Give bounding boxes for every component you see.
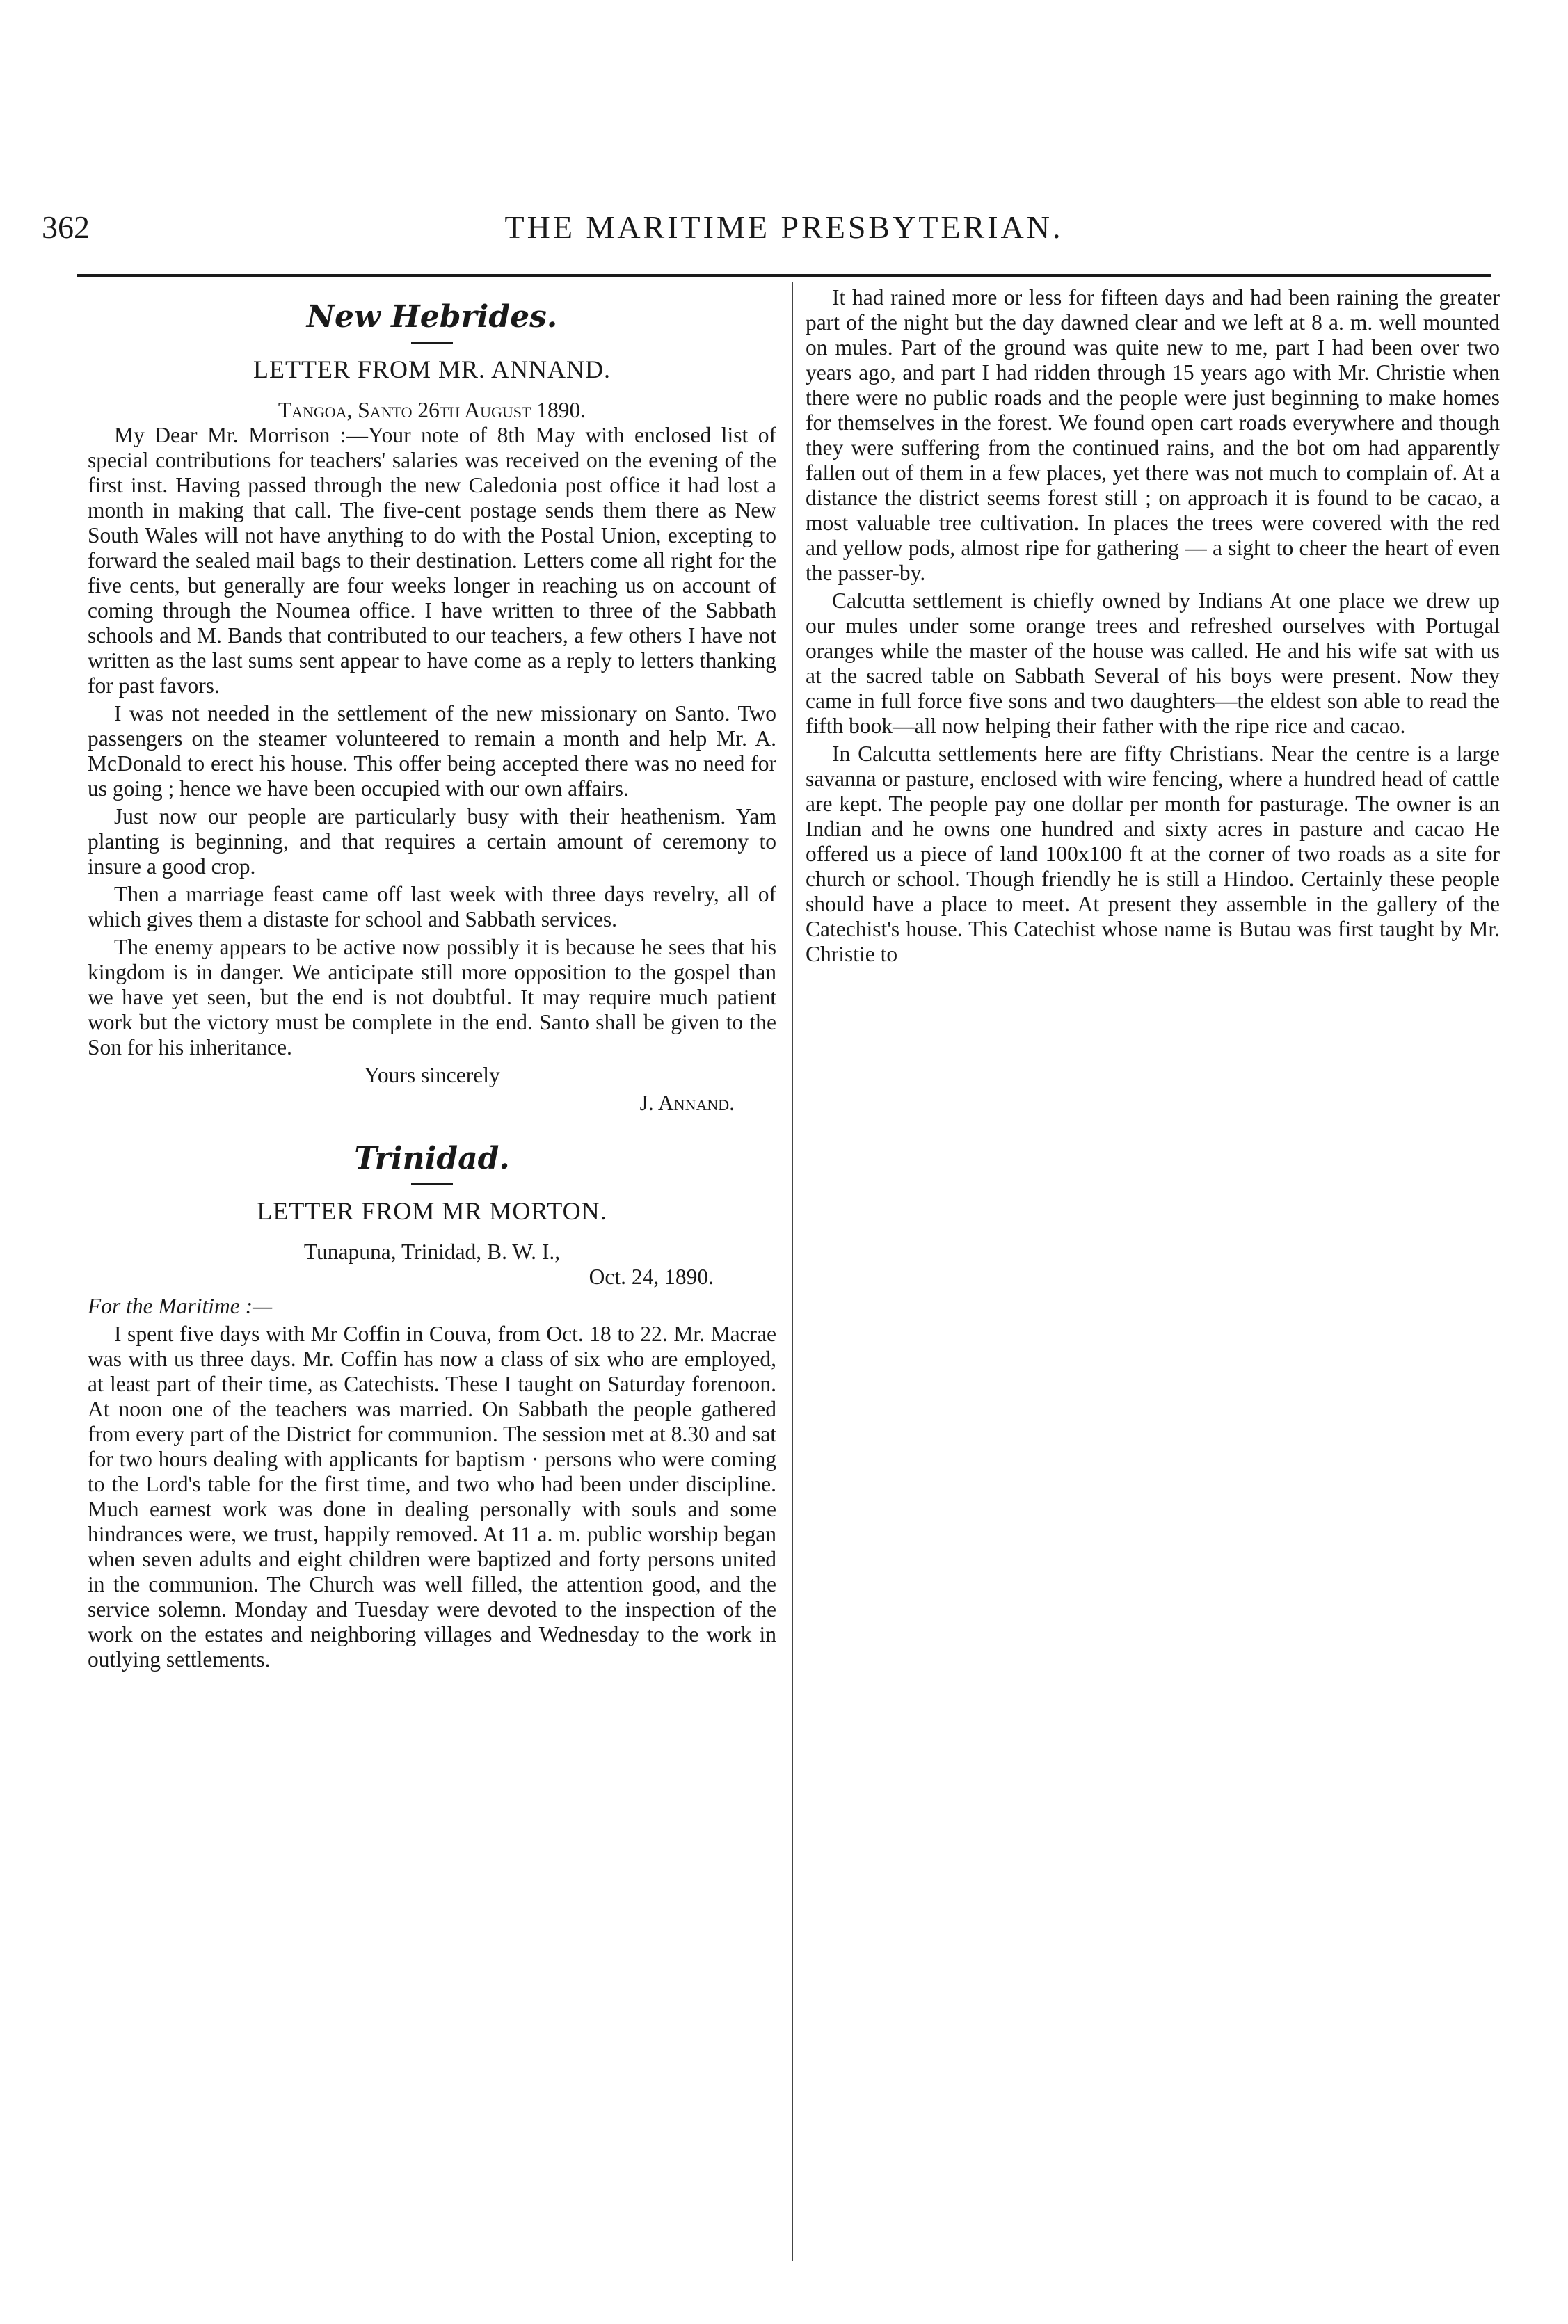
page-number: 362 <box>42 209 90 245</box>
dateline-annand: Tangoa, Santo 26th August 1890. <box>278 398 586 422</box>
running-head <box>42 209 1526 257</box>
paragraph: I spent five days with Mr Coffin in Couva, from Oct. 18 to 22. Mr. Macrae was with us three days. Mr. Coffin has now a class of six who are employed, at least part of their time, as Catechists. These I taught on Saturday forenoon. At noon one of the teachers was married. On Sabbath the people gathered from every part of the District for communion. The session met at 8.30 and sat for two hours dealing with applicants for baptism · persons who were coming to the Lord's table for the first time, and two who had been under discipline. Much earnest work was done in dealing personally with souls and some hindrances were, we trust, happily removed. At 11 a. m. public worship began when seven adults and eight children were baptized and forty persons united in the communion. The Church was well filled, the attention good, and the service solemn. Monday and Tuesday were devoted to the inspection of the work on the estates and neighboring villages and Wednesday to the work in outlying settlements. <box>88 1322 776 1672</box>
paragraph: I was not needed in the settlement of the new missionary on Santo. Two passengers on the steamer volunteered to remain a month and help Mr. A. McDonald to erect his house. This offer being accepted there was no need for us going ; hence we have been occupied with our own affairs. <box>88 701 776 801</box>
section-heading-new-hebrides: New Hebrides. <box>306 299 558 335</box>
section-heading-trinidad: Trinidad. <box>354 1141 510 1176</box>
journal-title: THE MARITIME PRESBYTERIAN. <box>504 209 1064 245</box>
header-rule <box>77 274 1491 277</box>
paragraph: Calcutta settlement is chiefly owned by Indians At one place we drew up our mules under some orange trees and refreshed ourselves with Portugal oranges while the master of the house was called. He and his wife sat with us at the sacred table on Sabbath Several of his boys were present. Now they came in full force five sons and two daughters—the eldest son able to read the fifth book—all now helping their father with the ripe rice and cacao. <box>806 588 1500 738</box>
paragraph: In Calcutta settlements here are fifty Christians. Near the centre is a large savanna or pasture, enclosed with wire fencing, where a hundred head of cattle are kept. The people pay one dollar per month for pasturage. The owner is an Indian and he owns one hundred and sixty acres in pasture and cacao He offered us a piece of land 100x100 ft at the corner of two roads as a site for church or school. Though friendly he is still a Hindoo. Certainly these people should have a place to meet. At present they assemble in the gallery of the Catechist's house. This Catechist whose name is Butau was first taught by Mr. Christie to <box>806 742 1500 966</box>
letter-title-annand: LETTER FROM MR. ANNAND. <box>253 355 611 383</box>
closing: Yours sincerely <box>364 1063 500 1087</box>
right-column <box>806 285 1500 970</box>
column-divider <box>792 282 793 2261</box>
letter-title-morton: LETTER FROM MR MORTON. <box>257 1197 607 1225</box>
signature: J. Annand. <box>639 1091 735 1115</box>
paragraph: The enemy appears to be active now possibly it is because he sees that his kingdom is in danger. We anticipate still more opposition to the gospel than we have yet seen, but the end is not doubtful. It may require much patient work but the victory must be complete in the end. Santo shall be given to the Son for his inheritance. <box>88 935 776 1059</box>
paragraph: Then a marriage feast came off last week with three days revelry, all of which gives them a distaste for school and Sabbath services. <box>88 882 776 931</box>
paragraph: Just now our people are particularly busy with their heathenism. Yam planting is beginning, and that requires a certain amount of ceremony to insure a good crop. <box>88 804 776 879</box>
heading-rule <box>411 342 453 344</box>
heading-rule <box>411 1183 453 1185</box>
paragraph: It had rained more or less for fifteen days and had been raining the greater part of the night but the day dawned clear and we left at 8 a. m. well mounted on mules. Part of the ground was quite new to me, part I had been over two years ago, and part I had ridden through 15 years ago with Mr. Christie when there were no public roads and the people were just beginning to make homes for themselves in the forest. We found open cart roads everywhere and though they were suffering from the continued rains, and the bot om had apparently fallen out of them in a few places, yet there was not much to complain of. At a distance the district seems forest still ; on approach it is found to be cacao, a most valuable tree cultivation. In places the trees were covered with the red and yellow pods, almost ripe for gathering — a sight to cheer the heart of even the passer-by. <box>806 285 1500 585</box>
dateline-morton-date: Oct. 24, 1890. <box>589 1265 714 1289</box>
dateline-morton: Tunapuna, Trinidad, B. W. I., <box>303 1240 561 1264</box>
left-column <box>88 285 776 1675</box>
paragraph: My Dear Mr. Morrison :—Your note of 8th May with enclosed list of special contributions for teachers' salaries was received on the evening of the first inst. Having passed through the new Caledonia post office it had lost a month in making that call. The five-cent postage sends them there as New South Wales will not have anything to do with the Postal Union, excepting to forward the sealed mail bags to their destination. Letters come all right for the five cents, but generally are four weeks longer in reaching us on account of coming through the Noumea office. I have written to three of the Sabbath schools and M. Bands that contributed to our teachers, a few others I have not written as the last sums sent appear to have come as a reply to letters thanking for past favors. <box>88 423 776 698</box>
salutation: For the Maritime :— <box>88 1294 273 1318</box>
